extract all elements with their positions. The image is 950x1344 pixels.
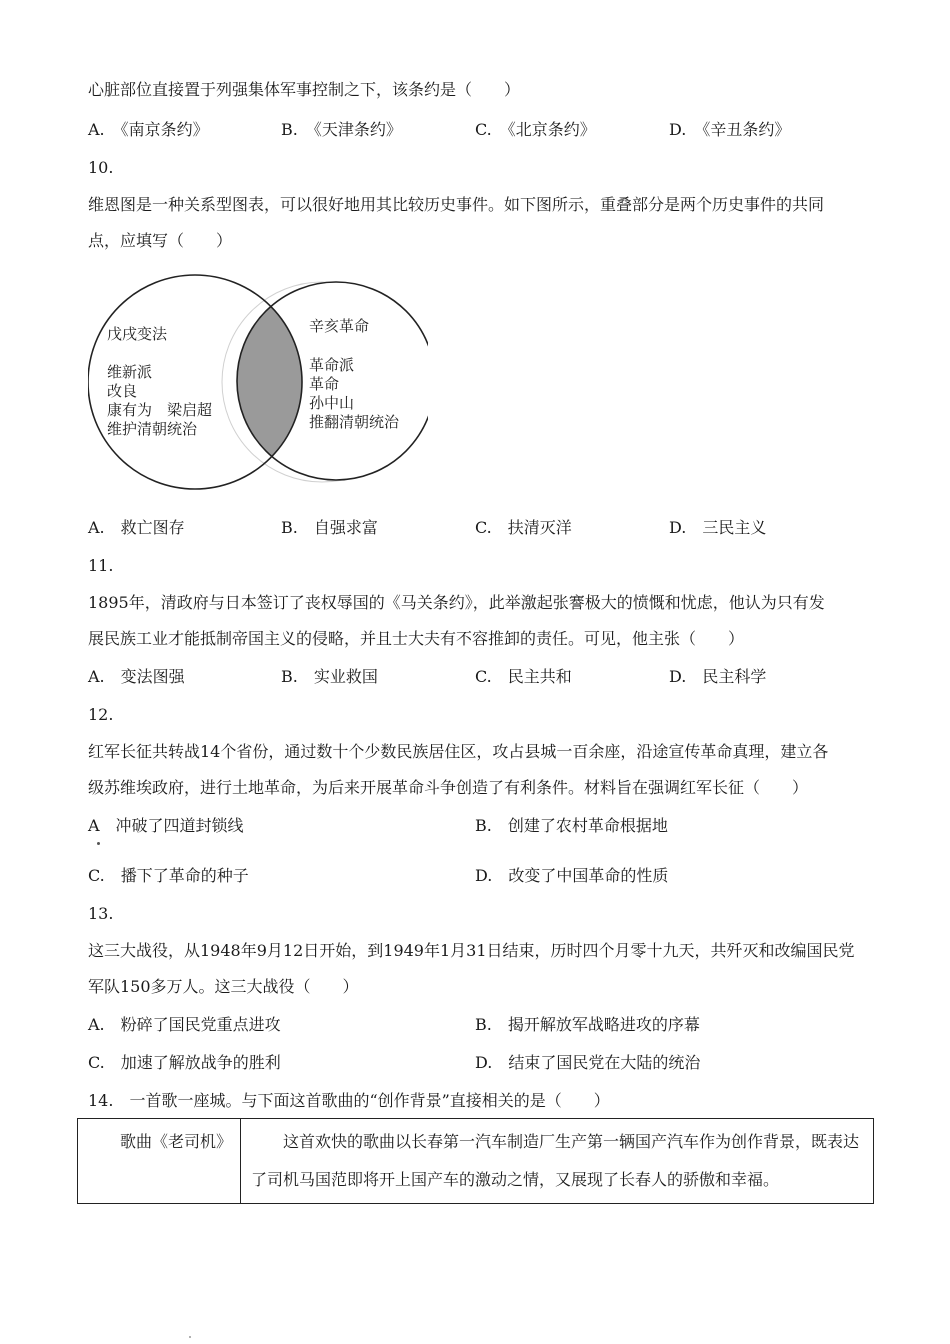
- q12-stem-line-1: 红军长征共转战14个省份，通过数十个少数民族居住区，攻占县城一百余座，沿途宣传革命真理，建立各: [88, 742, 829, 761]
- q10-number: 10.: [88, 158, 114, 177]
- q11-option-d[interactable]: D. 民主科学: [669, 667, 767, 686]
- q13-option-b[interactable]: B. 揭开解放军战略进攻的序幕: [475, 1015, 700, 1034]
- venn-right-line-1: 革命派: [309, 356, 355, 374]
- q12-stem-line-2: 级苏维埃政府，进行土地革命，为后来开展革命斗争创造了有利条件。材料旨在强调红军长征（ ）: [88, 778, 809, 797]
- q13-option-d[interactable]: D. 结束了国民党在大陆的统治: [475, 1053, 701, 1072]
- q13-option-a[interactable]: A. 粉碎了国民党重点进攻: [88, 1015, 281, 1034]
- q12-number: 12.: [88, 705, 114, 724]
- q9-stem-tail: 心脏部位直接置于列强集体军事控制之下，该条约是（ ）: [88, 80, 521, 99]
- venn-right-line-4: 推翻清朝统治: [309, 413, 400, 431]
- q11-number: 11.: [88, 556, 114, 575]
- q9-option-a[interactable]: A. 《南京条约》: [88, 120, 209, 139]
- stray-dot-mark: [97, 842, 100, 845]
- q11-option-a[interactable]: A. 变法图强: [88, 667, 185, 686]
- venn-right-line-3: 孙中山: [309, 394, 355, 412]
- song-title-cell: 歌曲《老司机》: [78, 1119, 241, 1204]
- q13-number: 13.: [88, 904, 114, 923]
- q11-stem-line-2: 展民族工业才能抵制帝国主义的侵略，并且士大夫有不容推卸的责任。可见，他主张（ ）: [88, 629, 745, 648]
- venn-left-line-4: 维护清朝统治: [107, 420, 198, 438]
- song-table: [77, 1118, 874, 1204]
- q10-option-a[interactable]: A. 救亡图存: [88, 518, 185, 537]
- venn-circles: [88, 264, 428, 500]
- q10-option-c[interactable]: C. 扶清灭洋: [475, 518, 572, 537]
- q13-stem-line-2: 军队150多万人。这三大战役（ ）: [88, 977, 359, 996]
- footer-dot-mark: [189, 1336, 191, 1338]
- q10-option-b[interactable]: B. 自强求富: [281, 518, 378, 537]
- q12-option-c[interactable]: C. 播下了革命的种子: [88, 866, 249, 885]
- q9-option-b[interactable]: B. 《天津条约》: [281, 120, 402, 139]
- venn-right-line-2: 革命: [309, 375, 340, 393]
- song-background-cell: 这首欢快的歌曲以长春第一汽车制造厂生产第一辆国产汽车作为创作背景，既表达了司机马国范即将开上国产车的激动之情，又展现了长春人的骄傲和幸福。: [241, 1119, 874, 1204]
- q14-stem: 14. 一首歌一座城。与下面这首歌曲的“创作背景”直接相关的是（ ）: [88, 1091, 610, 1110]
- q12-option-b[interactable]: B. 创建了农村革命根据地: [475, 816, 668, 835]
- q12-option-a[interactable]: A 冲破了四道封锁线: [88, 816, 244, 835]
- q10-stem-line-2: 点，应填写（ ）: [88, 231, 233, 250]
- venn-left-title: 戊戌变法: [107, 325, 168, 343]
- q13-option-c[interactable]: C. 加速了解放战争的胜利: [88, 1053, 281, 1072]
- venn-right-title: 辛亥革命: [309, 317, 370, 335]
- q13-stem-line-1: 这三大战役，从1948年9月12日开始，到1949年1月31日结束，历时四个月零十九天，共歼灭和改编国民党: [88, 941, 855, 960]
- q11-option-c[interactable]: C. 民主共和: [475, 667, 572, 686]
- q12-option-d[interactable]: D. 改变了中国革命的性质: [475, 866, 669, 885]
- q11-option-b[interactable]: B. 实业救国: [281, 667, 378, 686]
- q10-option-d[interactable]: D. 三民主义: [669, 518, 767, 537]
- q10-stem-line-1: 维恩图是一种关系型图表，可以很好地用其比较历史事件。如下图所示，重叠部分是两个历史事件的共同: [88, 195, 825, 214]
- venn-left-line-1: 维新派: [107, 363, 153, 381]
- q11-stem-line-1: 1895年，清政府与日本签订了丧权辱国的《马关条约》，此举激起张謇极大的愤慨和忧虑，他认为只有发: [88, 593, 825, 612]
- venn-diagram: [88, 264, 428, 500]
- q9-option-c[interactable]: C. 《北京条约》: [475, 120, 596, 139]
- venn-left-line-2: 改良: [107, 382, 138, 400]
- venn-left-line-3: 康有为 梁启超: [107, 401, 213, 419]
- table-row: [78, 1119, 874, 1204]
- q9-option-d[interactable]: D. 《辛丑条约》: [669, 120, 791, 139]
